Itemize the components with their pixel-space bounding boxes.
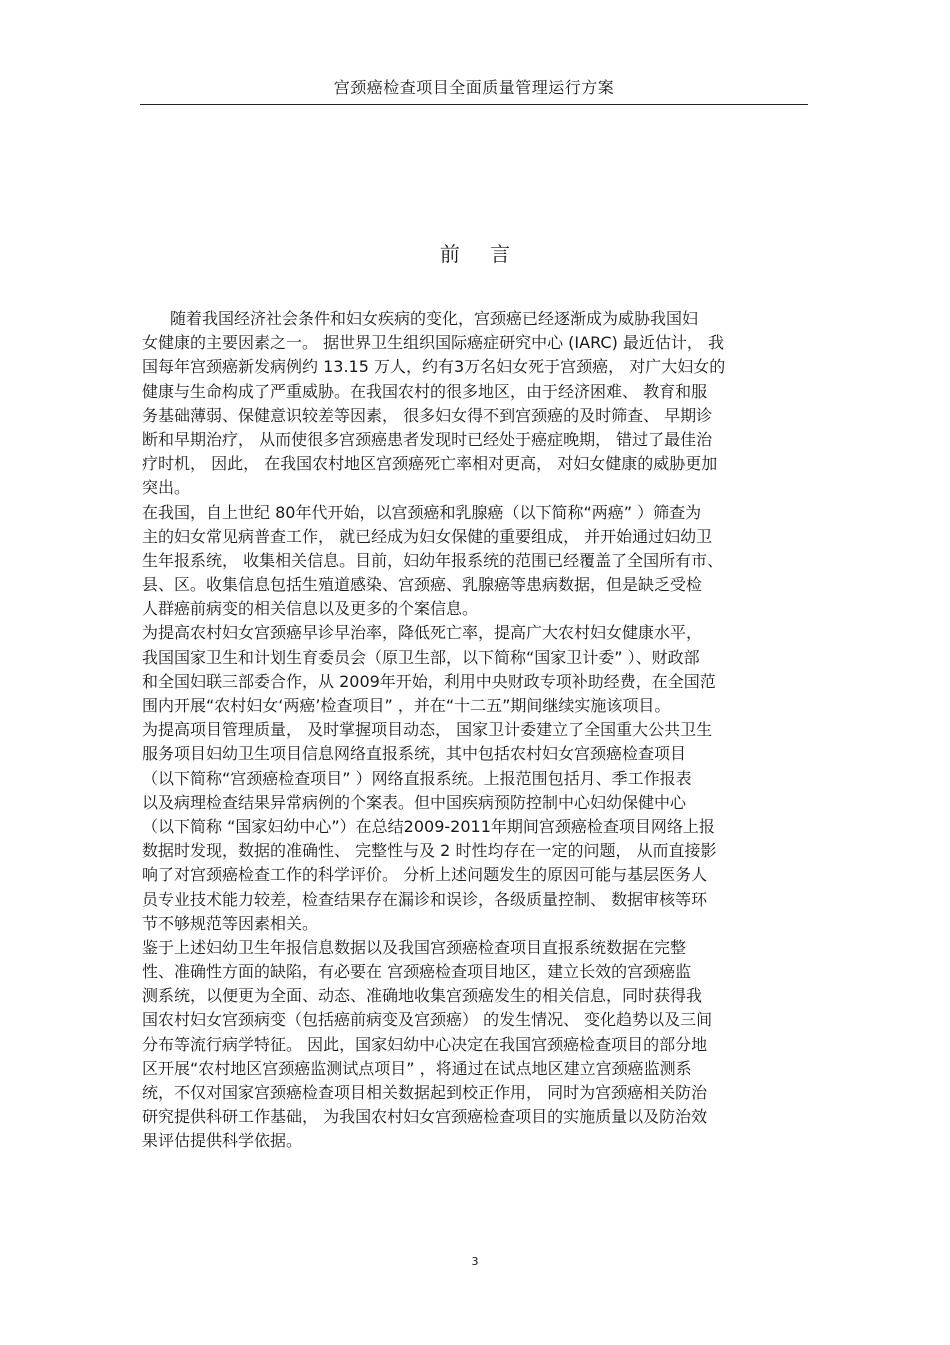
text-line: 响了对宫颈癌检查工作的科学评价。 分析上述问题发生的原因可能与基层医务人 bbox=[142, 865, 708, 885]
text-line: 果评估提供科学依据。 bbox=[142, 1131, 303, 1151]
text-line: 测系统，以便更为全面、动态、准确地收集宫颈癌发生的相关信息，同时获得我 bbox=[142, 986, 703, 1006]
text-line: 性、准确性方面的缺陷，有必要在 宫颈癌检查项目地区，建立长效的宫颈癌监 bbox=[142, 962, 692, 982]
text-line: 统，不仅对国家宫颈癌检查项目相关数据起到校正作用， 同时为宫颈癌相关防治 bbox=[142, 1083, 708, 1102]
text-line: 以及病理检查结果异常病例的个案表。但中国疾病预防控制中心妇幼保健中心 bbox=[142, 792, 687, 812]
text-line: 为提高农村妇女宫颈癌早诊早治率，降低死亡率，提高广大农村妇女健康水平， bbox=[142, 623, 703, 643]
text-line: 疗时机， 因此， 在我国农村地区宫颈癌死亡率相对更高， 对妇女健康的威胁更加 bbox=[142, 454, 718, 474]
text-line: 在我国，自上世纪 80年代开始，以宫颈癌和乳腺癌（以下简称“两癌” ）筛查为 bbox=[142, 502, 702, 522]
text-line: 国农村妇女宫颈病变（包括癌前病变及宫颈癌） 的发生情况、 变化趋势以及三间 bbox=[142, 1010, 713, 1030]
page-number: 3 bbox=[471, 1255, 479, 1268]
text-line: 区开展“农村地区宫颈癌监测试点项目” ，将通过在试点地区建立宫颈癌监测系 bbox=[142, 1058, 692, 1078]
text-line: 县、区。收集信息包括生殖道感染、宫颈癌、乳腺癌等患病数据，但是缺乏受检 bbox=[142, 575, 703, 595]
text-line: 健康与生命构成了严重威胁。在我国农村的很多地区，由于经济困难、 教育和服 bbox=[142, 381, 708, 401]
text-line: （以下简称“宫颈癌检查项目” ）网络直报系统。上报范围包括月、季工作报表 bbox=[142, 768, 692, 788]
header-divider bbox=[140, 104, 808, 105]
running-header: 宫颈癌检查项目全面质量管理运行方案 bbox=[333, 78, 615, 97]
text-line: 围内开展“农村妇女‘两癌’检查项目” ，并在“十二五”期间继续实施该项目。 bbox=[142, 696, 671, 715]
text-line: 数据时发现，数据的准确性、 完整性与及 2 时性均存在一定的问题， 从而直接影 bbox=[142, 841, 717, 861]
text-line: 和全国妇联三部委合作，从 2009年开始，利用中央财政专项补助经费，在全国范 bbox=[142, 671, 716, 691]
text-line: 断和早期治疗， 从而使很多宫颈癌患者发现时已经处于癌症晚期， 错过了最佳治 bbox=[142, 429, 713, 449]
section-title: 前 言 bbox=[439, 242, 523, 266]
text-line: 鉴于上述妇幼卫生年报信息数据以及我国宫颈癌检查项目直报系统数据在完整 bbox=[142, 937, 687, 957]
text-line: 随着我国经济社会条件和妇女疾病的变化，宫颈癌已经逐渐成为威胁我国妇 bbox=[170, 309, 699, 328]
text-line: 我国国家卫生和计划生育委员会（原卫生部，以下简称“国家卫计委” ）、财政部 bbox=[142, 647, 700, 667]
text-line: 员专业技术能力较差，检查结果存在漏诊和误诊，各级质量控制、 数据审核等环 bbox=[142, 889, 708, 909]
body-text bbox=[142, 307, 808, 1154]
text-line: 分布等流行病学特征。 因此，国家妇幼中心决定在我国宫颈癌检查项目的部分地 bbox=[142, 1034, 708, 1054]
text-line: 生年报系统， 收集相关信息。目前，妇幼年报系统的范围已经覆盖了全国所有市、 bbox=[142, 550, 724, 570]
text-line: 国每年宫颈癌新发病例约 13.15 万人，约有3万名妇女死于宫颈癌， 对广大妇女的 bbox=[142, 357, 726, 377]
text-line: （以下简称 “国家妇幼中心”）在总结2009-2011年期间宫颈癌检查项目网络上报 bbox=[142, 816, 715, 836]
text-line: 务基础薄弱、保健意识较差等因素， 很多妇女得不到宫颈癌的及时筛查、 早期诊 bbox=[142, 405, 713, 425]
text-line: 主的妇女常见病普查工作， 就已经成为妇女保健的重要组成， 并开始通过妇幼卫 bbox=[142, 526, 713, 546]
text-line: 研究提供科研工作基础， 为我国农村妇女宫颈癌检查项目的实施质量以及防治效 bbox=[142, 1107, 708, 1127]
text-line: 人群癌前病变的相关信息以及更多的个案信息。 bbox=[142, 599, 479, 619]
text-line: 女健康的主要因素之一。 据世界卫生组织国际癌症研究中心 (IARC) 最近估计， 我 bbox=[142, 333, 724, 353]
text-line: 突出。 bbox=[142, 478, 191, 498]
text-line: 为提高项目管理质量， 及时掌握项目动态， 国家卫计委建立了全国重大公共卫生 bbox=[142, 720, 713, 740]
text-line: 节不够规范等因素相关。 bbox=[142, 913, 319, 933]
text-line: 服务项目妇幼卫生项目信息网络直报系统，其中包括农村妇女宫颈癌检查项目 bbox=[142, 744, 687, 764]
